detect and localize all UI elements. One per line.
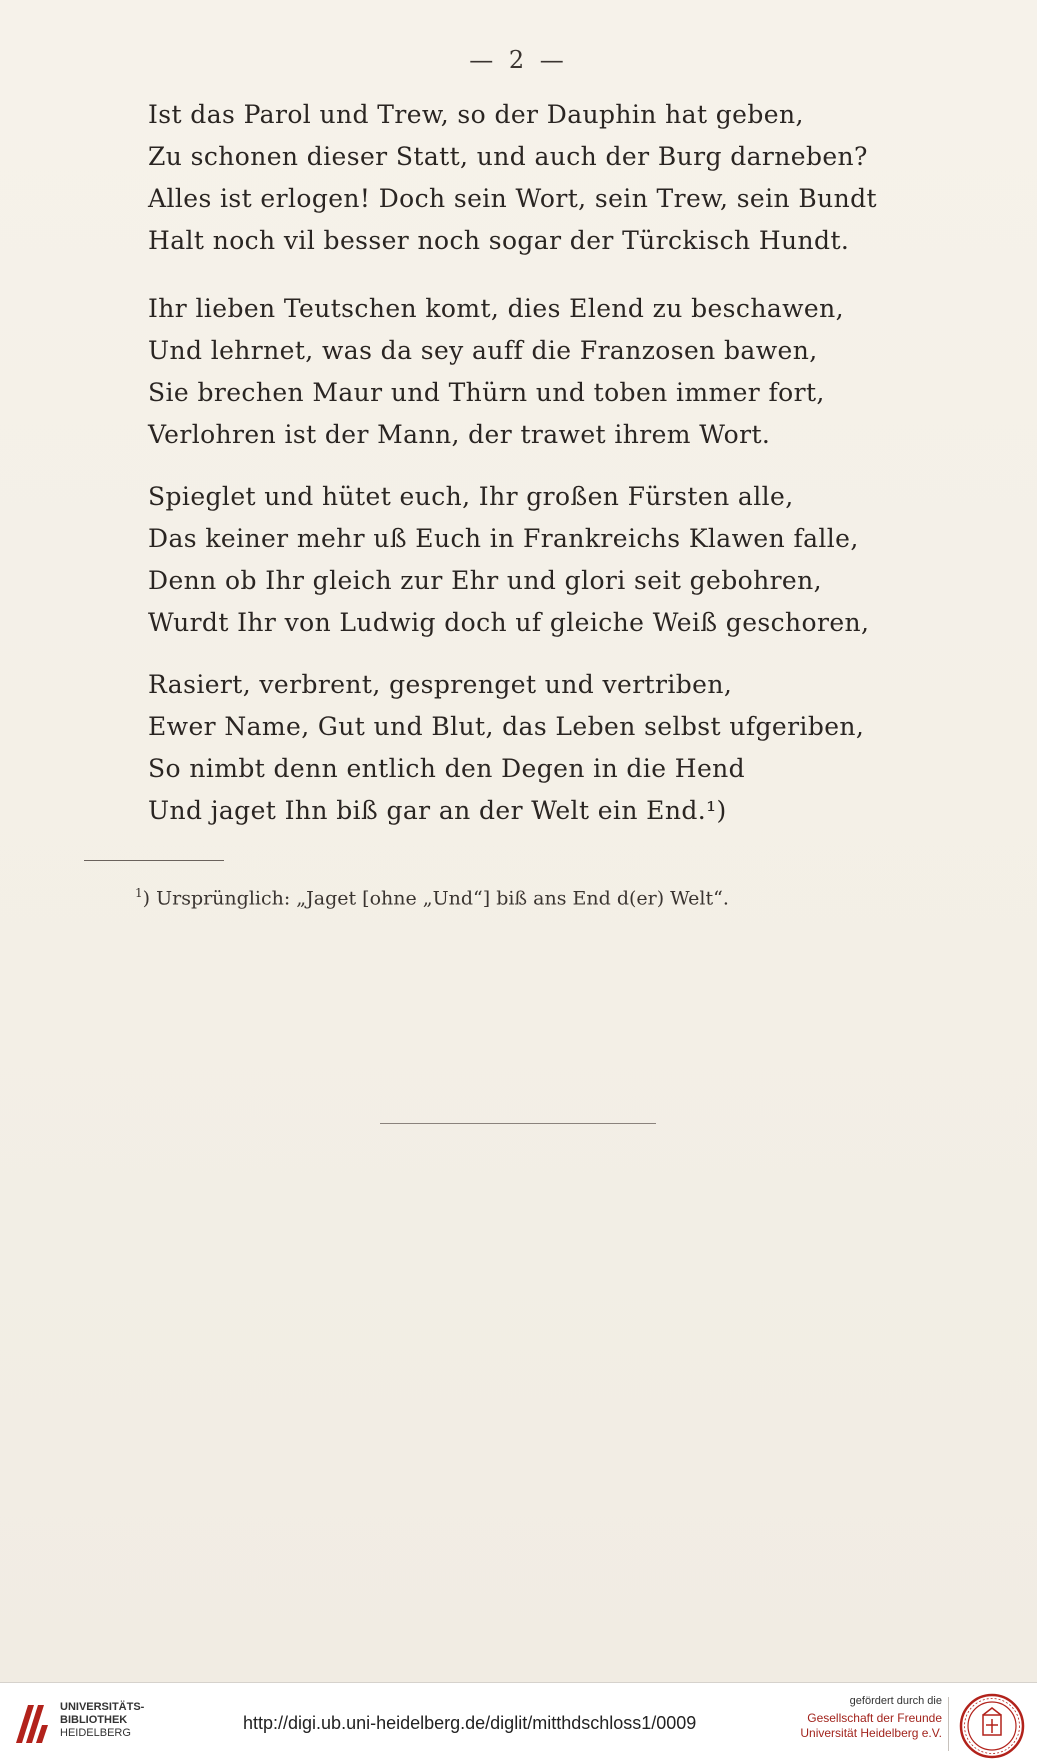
verse-line: Halt noch vil besser noch sogar der Türckisch Hundt. — [148, 226, 850, 255]
viewer-footer — [0, 1682, 1037, 1762]
verse-line: Und lehrnet, was da sey auff die Franzosen bawen, — [148, 336, 818, 365]
library-logo-icon — [10, 1697, 52, 1749]
sponsor-name-line: Gesellschaft der Freunde — [807, 1711, 942, 1725]
university-seal-icon — [959, 1693, 1025, 1759]
verse-line: Zu schonen dieser Statt, und auch der Burg darneben? — [148, 142, 868, 171]
sponsor-credit — [800, 1695, 942, 1741]
stanza-3 — [148, 476, 928, 644]
verse-line: Ewer Name, Gut und Blut, das Leben selbst ufgeriben, — [148, 712, 865, 741]
verse-line: Verlohren ist der Mann, der trawet ihrem Wort. — [148, 420, 771, 449]
page-number: — 2 — — [469, 46, 568, 74]
verse-line: Alles ist erlogen! Doch sein Wort, sein Trew, sein Bundt — [148, 184, 877, 213]
sponsor-prefix: gefördert durch die — [849, 1695, 942, 1707]
verse-line: Ist das Parol und Trew, so der Dauphin hat geben, — [148, 100, 804, 129]
verse-line: Wurdt Ihr von Ludwig doch uf gleiche Weiß geschoren, — [148, 608, 870, 637]
verse-line: Ihr lieben Teutschen komt, dies Elend zu beschawen, — [148, 294, 844, 323]
verse-line: So nimbt denn entlich den Degen in die Hend — [148, 754, 746, 783]
stanza-4 — [148, 664, 928, 832]
section-divider — [380, 1123, 656, 1124]
verse-line: Und jaget Ihn biß gar an der Welt ein End.¹) — [148, 796, 727, 825]
library-name-line: HEIDELBERG — [60, 1727, 131, 1739]
library-name — [60, 1701, 144, 1740]
footnote — [135, 886, 729, 909]
sponsor-name-line: Universität Heidelberg e.V. — [800, 1726, 942, 1740]
verse-line: Spieglet und hütet euch, Ihr großen Fürsten alle, — [148, 482, 794, 511]
stanza-2 — [148, 288, 928, 456]
verse-line: Das keiner mehr uß Euch in Frankreichs Klawen falle, — [148, 524, 859, 553]
footnote-text: ) Ursprünglich: „Jaget [ohne „Und“] biß ans End d(er) Welt“. — [142, 887, 729, 910]
verse-line: Sie brechen Maur und Thürn und toben immer fort, — [148, 378, 825, 407]
library-name-line: UNIVERSITÄTS- — [60, 1701, 145, 1713]
footnote-separator — [84, 860, 224, 861]
sponsor-divider — [948, 1697, 949, 1751]
library-name-line: BIBLIOTHEK — [60, 1714, 128, 1726]
footnote-marker: 1 — [135, 886, 143, 900]
permalink-url[interactable]: http://digi.ub.uni-heidelberg.de/diglit/mitthdschloss1/0009 — [243, 1713, 697, 1733]
verse-line: Denn ob Ihr gleich zur Ehr und glori seit gebohren, — [148, 566, 822, 595]
stanza-1 — [148, 94, 928, 262]
verse-line: Rasiert, verbrent, gesprenget und vertriben, — [148, 670, 733, 699]
